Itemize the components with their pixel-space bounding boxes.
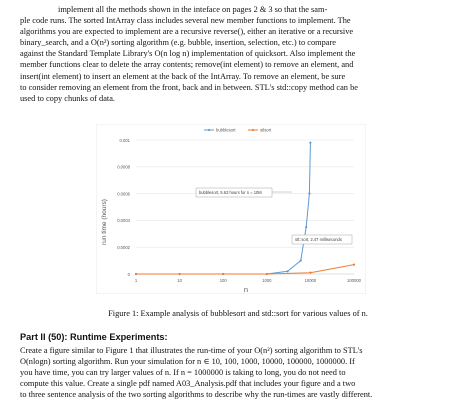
intro-line: ple code runs. The sorted IntArray class includes several new member functions to implement. The: [20, 16, 351, 26]
figure-caption: Figure 1: Example analysis of bubblesort and std::sort for various values of n.: [108, 309, 368, 318]
y-tick-label: 0.0006: [117, 191, 130, 197]
stlsort-point: [353, 264, 355, 266]
x-axis-label: n: [243, 285, 249, 294]
y-tick-label: 0.001: [119, 137, 130, 143]
bubblesort-point: [300, 260, 302, 262]
annotation-stlsort: [292, 235, 352, 244]
bubblesort-point: [287, 270, 289, 272]
part2-line: compute this value. Create a single pdf named A03_Analysis.pdf that includes your figure and a two: [20, 379, 356, 389]
stlsort-point: [222, 273, 224, 275]
y-axis-label: run time (hours): [101, 199, 108, 245]
x-tick-label: 1: [134, 278, 138, 283]
x-tick-label: 100: [219, 278, 227, 283]
intro-line: implement all the methods shown in the inteface on pages 2 & 3 so that the sam-: [58, 5, 328, 14]
bubblesort-point: [308, 193, 310, 195]
stlsort-point: [135, 273, 137, 275]
bubblesort-point: [309, 142, 311, 144]
y-tick-label: 0: [127, 271, 130, 277]
legend-label: bubblesort: [216, 127, 236, 133]
x-tick-label: 10000: [304, 278, 317, 283]
intro-line: against the Standard Template Library's O(n log n) implementation of quicksort. Also implement the: [20, 49, 356, 59]
y-tick-label: 0.0008: [117, 164, 130, 170]
stlsort-point: [266, 273, 268, 275]
legend-label: stlsort: [260, 127, 272, 133]
part2-paragraph: [20, 345, 456, 400]
chart-frame: [96, 124, 366, 294]
annotation-text: bubblesort, 5.63 hours for n = 10M: [199, 190, 262, 196]
intro-line: to consider removing an element from the front, back and in between. STL's std::copy method can be: [20, 82, 358, 92]
bubblesort-point: [305, 226, 307, 228]
legend-marker: [252, 129, 254, 131]
x-tick-label: 10: [177, 278, 182, 283]
x-tick-label: 1000: [262, 278, 272, 283]
part2-line: to three sentence analysis of the two sorting algorithms to describe why the run-times are vastly different.: [20, 390, 373, 400]
part2-line: O(nlogn) sorting algorithm. Run your simulation for n ∈ 10, 100, 1000, 10000, 100000, 1000000. If: [20, 357, 355, 367]
intro-line: insert(int element) to insert an element at the back of the IntArray. To remove an element, be sure: [20, 71, 346, 81]
y-tick-label: 0.0004: [117, 218, 130, 224]
y-tick-label: 0.0002: [117, 245, 130, 250]
legend-marker: [208, 129, 210, 131]
runtime-chart: [96, 124, 366, 294]
stlsort-point: [309, 272, 311, 274]
part2-line: you have time, you can try larger values of n. If n = 1000000 is taking to long, you do not need to: [20, 368, 346, 378]
intro-line: member functions clear to delete the array contents; remove(int element) to remove an element, and: [20, 60, 354, 70]
intro-paragraph: [20, 4, 456, 104]
intro-line: used to copy chunks of data.: [20, 93, 116, 103]
annotation-text: stl::sort, 2.47 milliseconds: [295, 237, 342, 243]
x-tick-label: 100000: [347, 278, 361, 283]
part2-line: Create a figure similar to Figure 1 that illustrates the run-time of your O(n²) sorting algorithm to STL's: [20, 346, 363, 355]
intro-line: algorithms you are expected to implement are a recursive reverse(), either an iterative or a recursive: [20, 27, 354, 37]
stlsort-point: [179, 273, 181, 275]
intro-line: binary_search, and a O(n²) sorting algorithm (e.g. bubble, insertion, selection, etc.) to compare: [20, 38, 336, 48]
figure-1: [96, 124, 366, 294]
section-heading: Part II (50): Runtime Experiments:: [20, 332, 168, 342]
